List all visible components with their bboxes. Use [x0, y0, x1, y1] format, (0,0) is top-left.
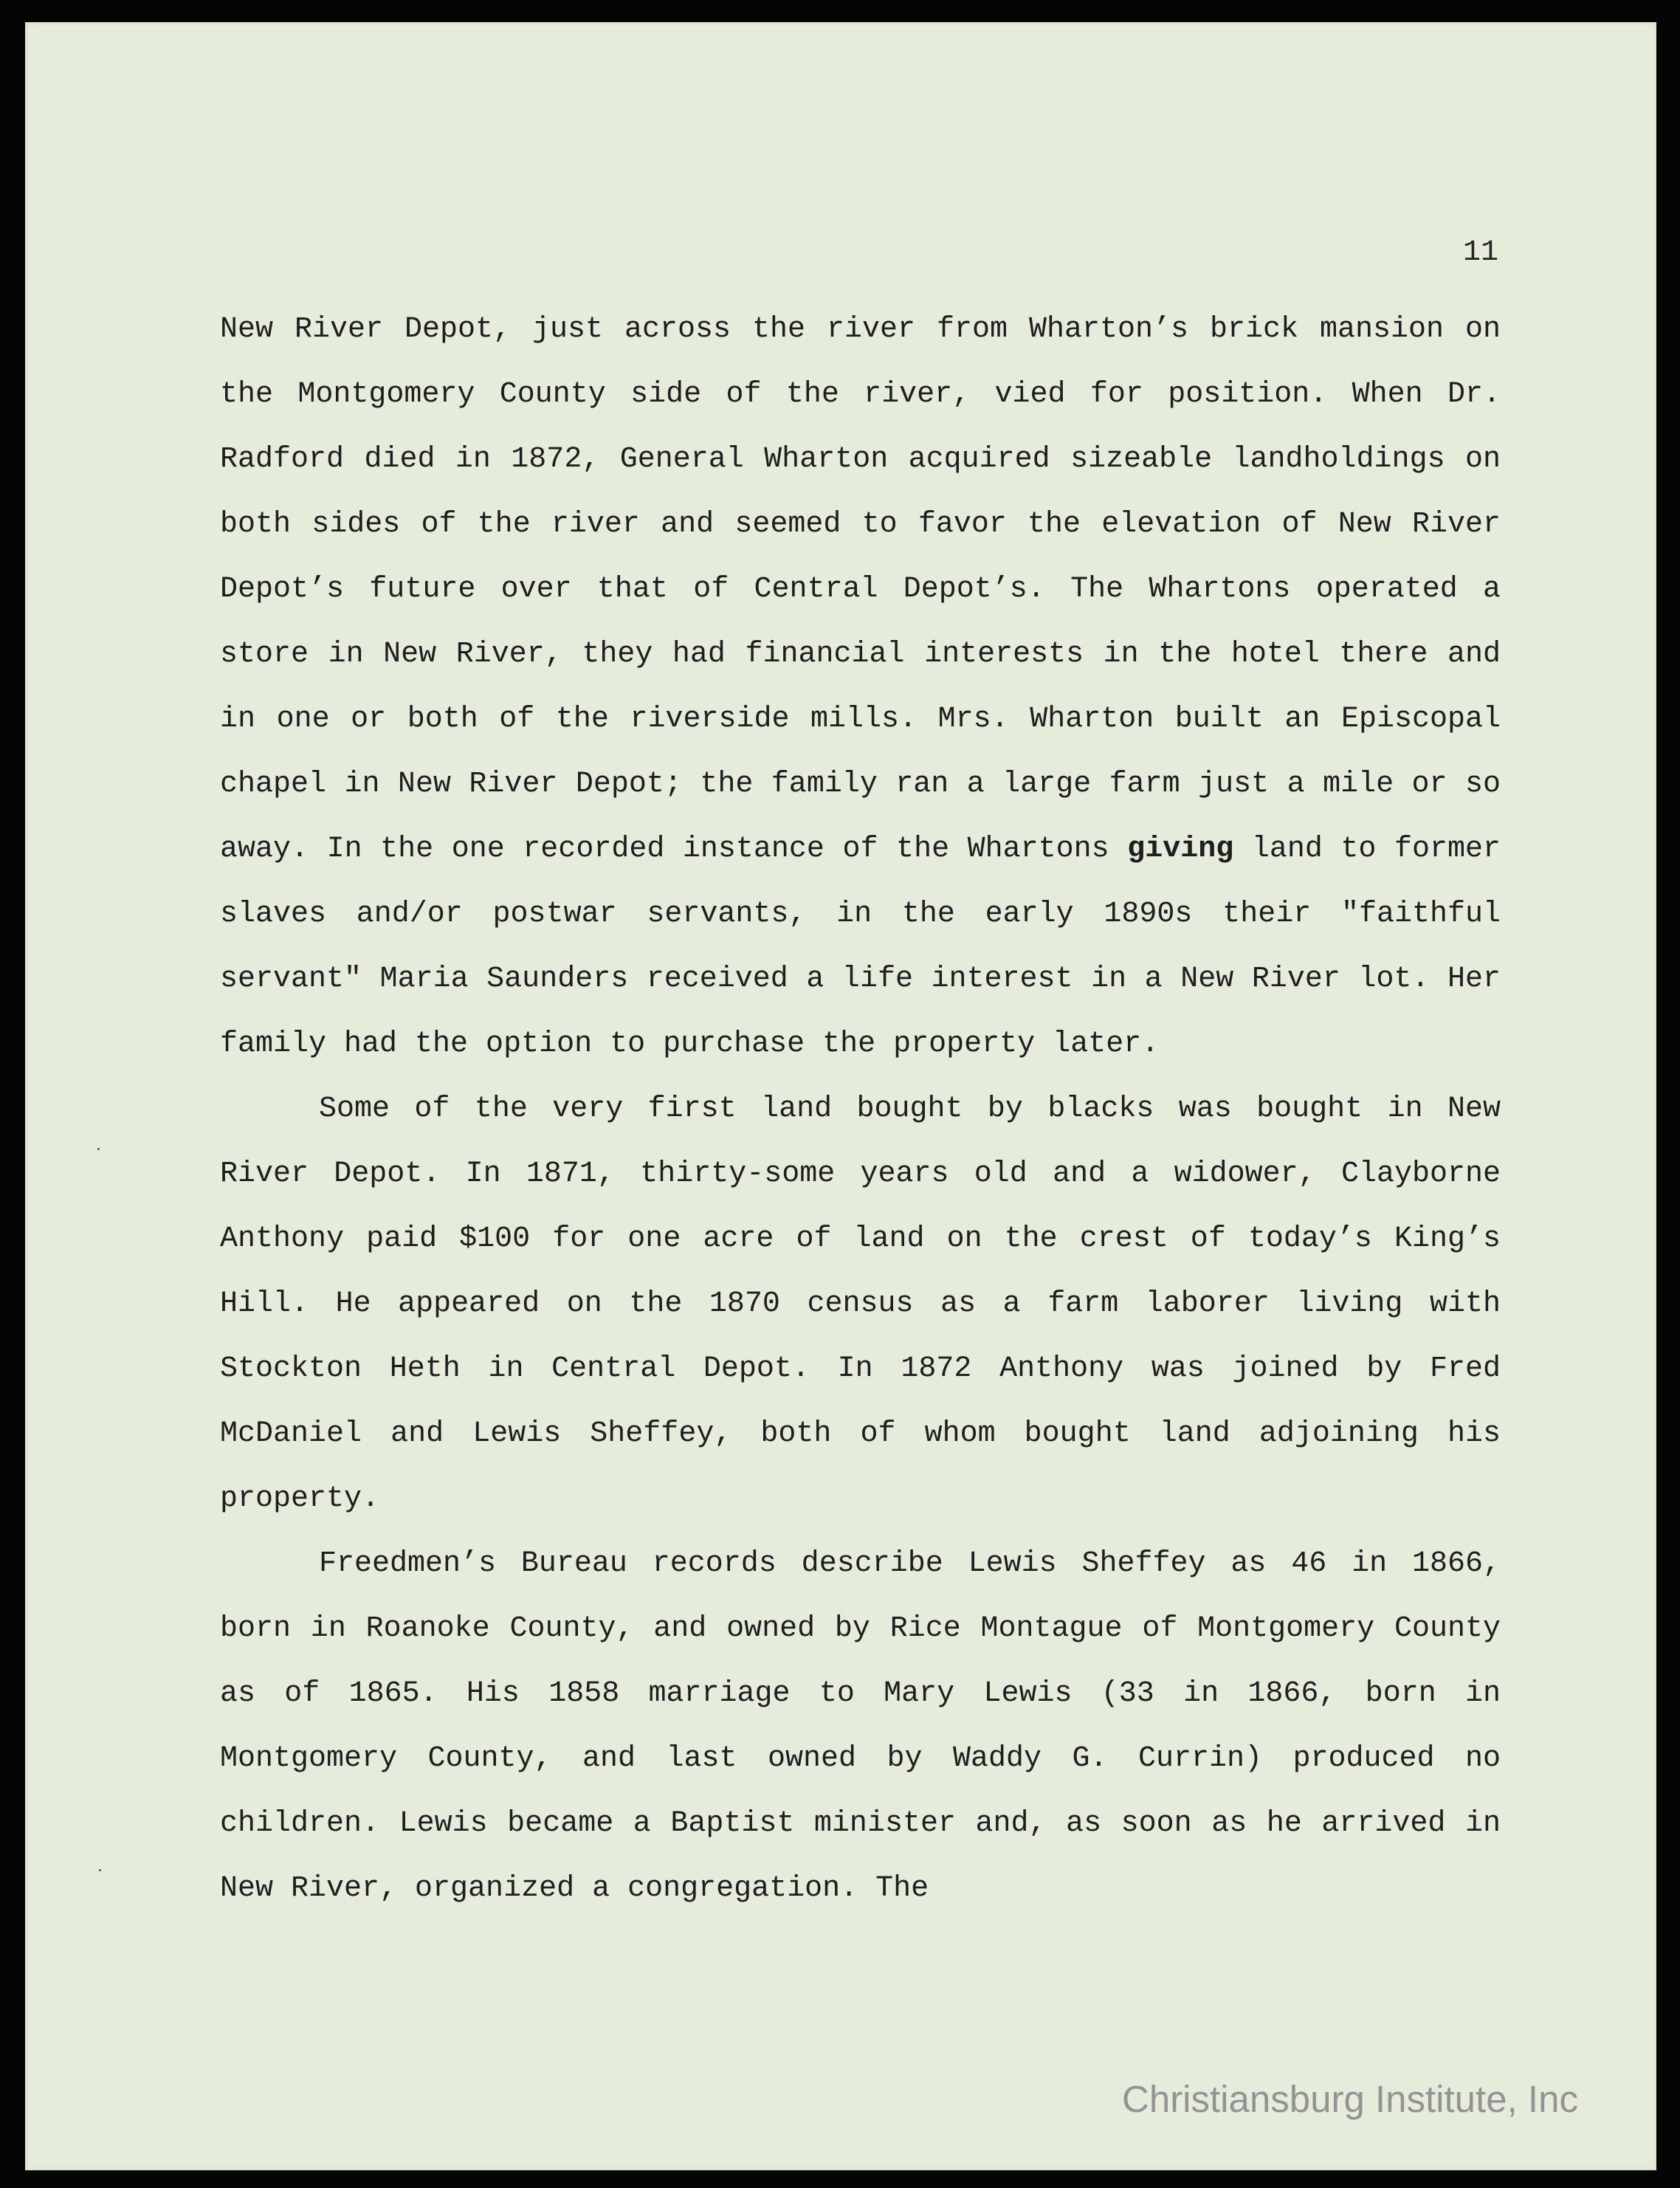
scan-speck — [99, 1869, 101, 1871]
document-page — [25, 22, 1656, 2170]
page-number: 11 — [1463, 236, 1499, 269]
scan-speck — [97, 1148, 100, 1150]
watermark: Christiansburg Institute, Inc — [1122, 2078, 1578, 2120]
body-text — [220, 297, 1501, 1922]
paragraph-2: Some of the very first land bought by blacks was bought in New River Depot. In 1871, thirty-some years old and a widower, Clayborne Anthony paid $100 for one acre of land on the crest of today’s King’s Hill. He appeared on the 1870 census as a farm laborer living with Stockton Heth in Central Depot. In 1872 Anthony was joined by Fred McDaniel and Lewis Sheffey, both of whom bought land adjoining his property. — [220, 1093, 1501, 1516]
paragraph-1-text-before: New River Depot, just across the river from Wharton’s brick mansion on the Montgomery County side of the river, vied for position. When Dr. Radford died in 1872, General Wharton acquired sizeable landholdings on both sides of the river and seemed to favor the elevation of New River Depot’s future over that of Central Depot’s. The Whartons operated a store in New River, they had financial interests in the hotel there and in one or both of the riverside mills. Mrs. Wharton built an Episcopal chapel in New River Depot; the family ran a large farm just a mile or so away. In the one recorded instance of the Whartons — [220, 313, 1501, 866]
paragraph-1-bold-word: giving — [1127, 833, 1234, 866]
paragraph-3: Freedmen’s Bureau records describe Lewis Sheffey as 46 in 1866, born in Roanoke County, and owned by Rice Montague of Montgomery County as of 1865. His 1858 marriage to Mary Lewis (33 in 1866, born in Montgomery County, and last owned by Waddy G. Currin) produced no children. Lewis became a Baptist minister and, as soon as he arrived in New River, organized a congregation. The — [220, 1547, 1501, 1905]
paragraph-1 — [220, 297, 1501, 1077]
paragraph-1-text-after: land to former slaves and/or postwar servants, in the early 1890s their "faithful servant" Maria Saunders received a life interest in a New River lot. Her family had the option to purchase the property later. — [220, 833, 1501, 1061]
